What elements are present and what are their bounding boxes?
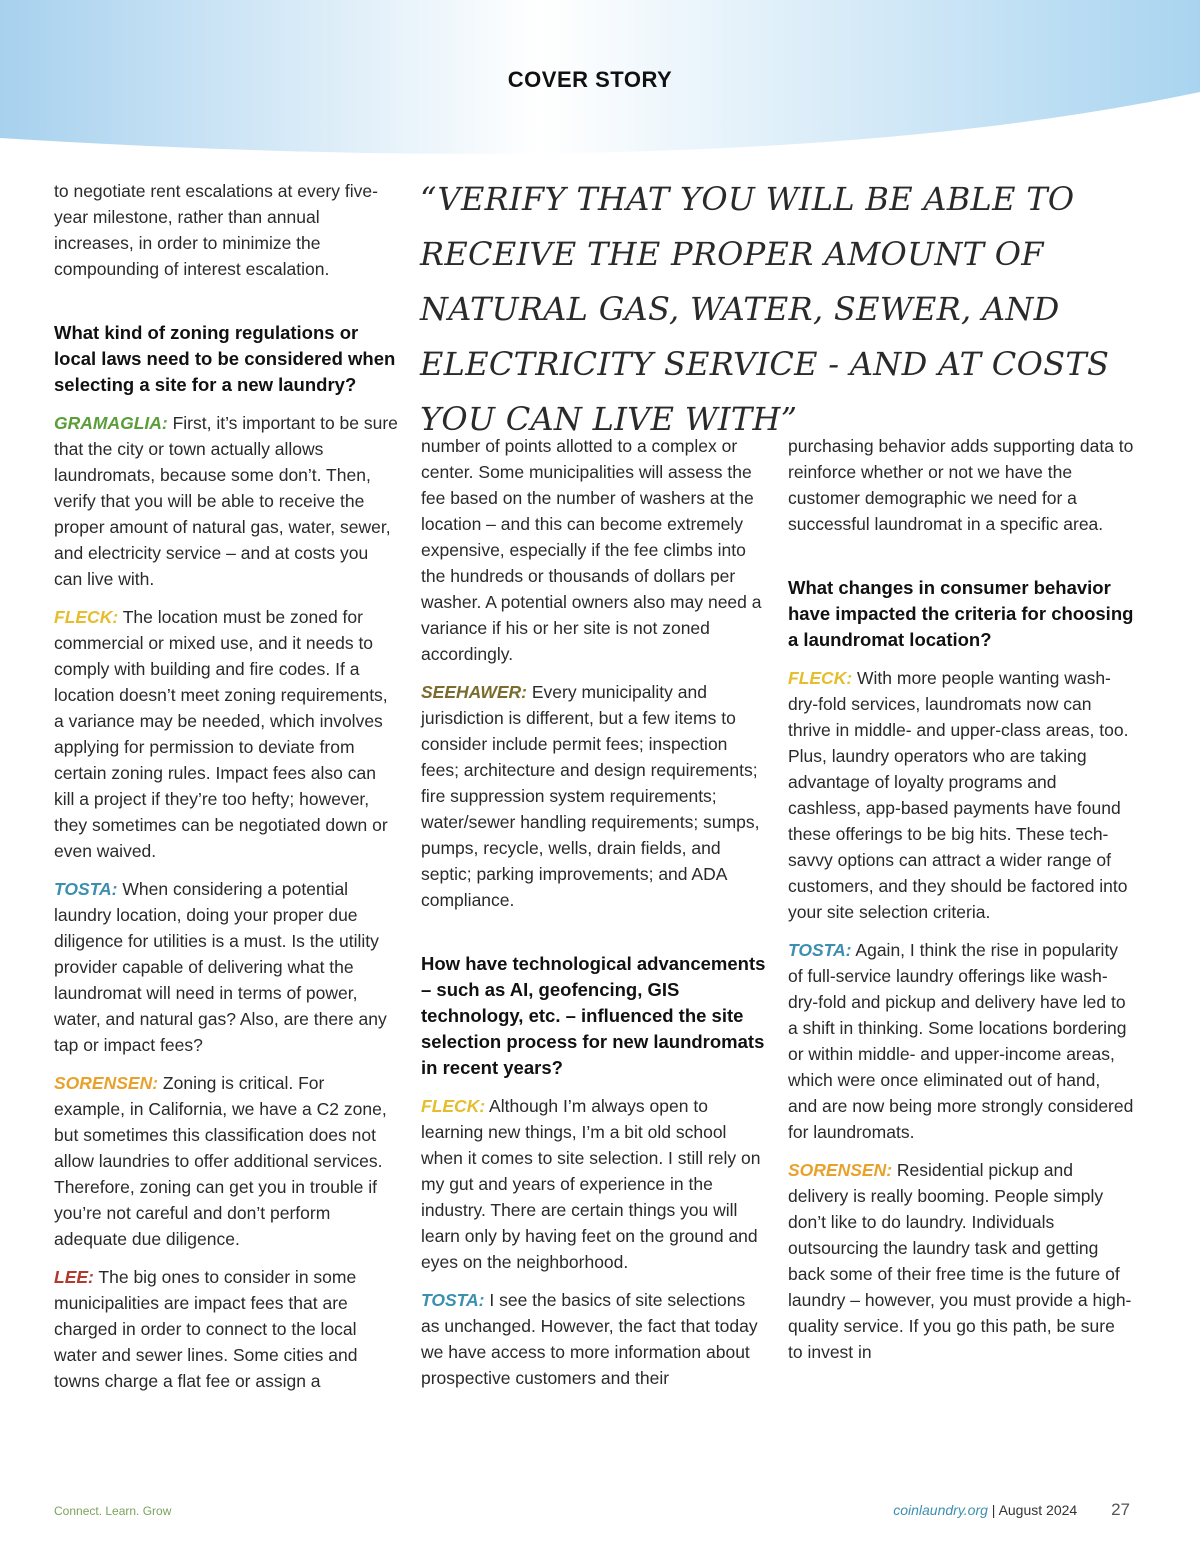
answer-tosta [421, 1287, 767, 1391]
section-label: COVER STORY [507, 67, 673, 92]
speaker-name: TOSTA: [54, 879, 118, 899]
footer-tagline: Connect. Learn. Grow [54, 1504, 172, 1518]
answer-fleck [54, 604, 400, 864]
answer-text: The location must be zoned for commercial or mixed use, and it needs to comply with building and fire codes. If a location doesn’t meet zoning requirements, a variance may be needed, which involves applying for permission to deviate from certain zoning rules. Impact fees also can kill a project if they’re too hefty; however, they sometimes can be negotiated down or even waived. [54, 607, 388, 861]
answer-text: Again, I think the rise in popularity of full-service laundry offerings like wash-dry-fold and pickup and delivery have led to a shift in thinking. Some locations bordering or within middle- and upper-income areas, which were once eliminated out of hand, and are now being more strongly considered for laundromats. [788, 940, 1134, 1142]
answer-gramaglia [54, 410, 400, 592]
answer-text: Zoning is critical. For example, in California, we have a C2 zone, but sometimes this classification does not allow laundries to offer additional services. Therefore, zoning can get you in trouble if you’re not careful and don’t perform adequate due diligence. [54, 1073, 387, 1249]
paragraph: purchasing behavior adds supporting data to reinforce whether or not we have the customer demographic we need for a successful laundromat in a specific area. [788, 436, 1134, 534]
answer-lee [54, 1264, 400, 1394]
answer-fleck [788, 665, 1134, 925]
page-number: 27 [1111, 1500, 1130, 1519]
answer-fleck [421, 1093, 767, 1275]
speaker-name: FLECK: [788, 668, 853, 688]
answer-sorensen [54, 1070, 400, 1252]
paragraph: number of points allotted to a complex or center. Some municipalities will assess the fee based on the number of washers at the location – and this can become extremely expensive, especially if the fee climbs into the hundreds or thousands of dollars per washer. A potential owners also may need a variance if his or her site is not zoned accordingly. [421, 436, 762, 664]
footer-site-link[interactable]: coinlaundry.org [893, 1502, 988, 1518]
answer-sorensen [788, 1157, 1134, 1365]
answer-text: Every municipality and jurisdiction is different, but a few items to consider include permit fees; inspection fees; architecture and design requirements; fire suppression system requirements; water/sewer handling requirements; sumps, pumps, recycle, wells, drain fields, and septic; parking improvements; and ADA compliance. [421, 682, 760, 910]
speaker-name: SORENSEN: [54, 1073, 159, 1093]
answer-text: With more people wanting wash-dry-fold services, laundromats now can thrive in middle- and upper-class areas, too. Plus, laundry operators who are taking advantage of loyalty programs and cashless, app-based payments have found these offerings to be big hits. These tech-savvy options can attract a wider range of customers, and they should be factored into your site selection criteria. [788, 668, 1129, 922]
answer-text: The big ones to consider in some municipalities are impact fees that are charged in order to connect to the local water and sewer lines. Some cities and towns charge a flat fee or assign a [54, 1267, 358, 1391]
answer-text: I see the basics of site selections as unchanged. However, the fact that today we have access to more information about prospective customers and their [421, 1290, 758, 1388]
answer-text: First, it’s important to be sure that the city or town actually allows laundromats, because some don’t. Then, verify that you will be able to receive the proper amount of natural gas, water, sewer, and electricity service – and at costs you can live with. [54, 413, 398, 589]
speaker-name: SORENSEN: [788, 1160, 893, 1180]
article-column-3 [788, 433, 1134, 1377]
question-heading: How have technological advancements – such as AI, geofencing, GIS technology, etc. – influenced the site selection process for new laundromats in recent years? [421, 953, 766, 1078]
pull-quote: “VERIFY THAT YOU WILL BE ABLE TO RECEIVE THE PROPER AMOUNT OF NATURAL GAS, WATER, SEWER, AND ELECTRICITY SERVICE - AND AT COSTS YOU CAN LIVE WITH” [420, 180, 1110, 438]
footer-separator: | [991, 1502, 996, 1518]
speaker-name: TOSTA: [788, 940, 852, 960]
article-column-1 [54, 178, 400, 1406]
question-heading: What kind of zoning regulations or local laws need to be considered when selecting a site for a new laundry? [54, 322, 396, 395]
speaker-name: LEE: [54, 1267, 94, 1287]
footer-date: August 2024 [998, 1502, 1078, 1518]
answer-seehawer [421, 679, 767, 913]
footer-info [893, 1500, 1130, 1520]
answer-tosta [788, 937, 1134, 1145]
speaker-name: FLECK: [54, 607, 119, 627]
article-column-2 [421, 433, 767, 1403]
question-heading: What changes in consumer behavior have impacted the criteria for choosing a laundromat location? [788, 577, 1134, 650]
speaker-name: SEEHAWER: [421, 682, 527, 702]
speaker-name: GRAMAGLIA: [54, 413, 168, 433]
answer-tosta [54, 876, 400, 1058]
answer-text: Residential pickup and delivery is really booming. People simply don’t like to do laundry. Individuals outsourcing the laundry task and getting back some of their free time is the future of laundry – however, you must provide a high-quality service. If you go this path, be sure to invest in [788, 1160, 1132, 1362]
paragraph: to negotiate rent escalations at every five-year milestone, rather than annual increases, in order to minimize the compounding of interest escalation. [54, 181, 378, 279]
speaker-name: TOSTA: [421, 1290, 485, 1310]
answer-text: Although I’m always open to learning new things, I’m a bit old school when it comes to site selection. I still rely on my gut and years of experience in the industry. There are certain things you will learn only by having feet on the ground and eyes on the neighborhood. [421, 1096, 761, 1272]
speaker-name: FLECK: [421, 1096, 486, 1116]
answer-text: When considering a potential laundry location, doing your proper due diligence for utilities is a must. Is the utility provider capable of delivering what the laundromat will need in terms of power, water, and natural gas? Also, are there any tap or impact fees? [54, 879, 387, 1055]
